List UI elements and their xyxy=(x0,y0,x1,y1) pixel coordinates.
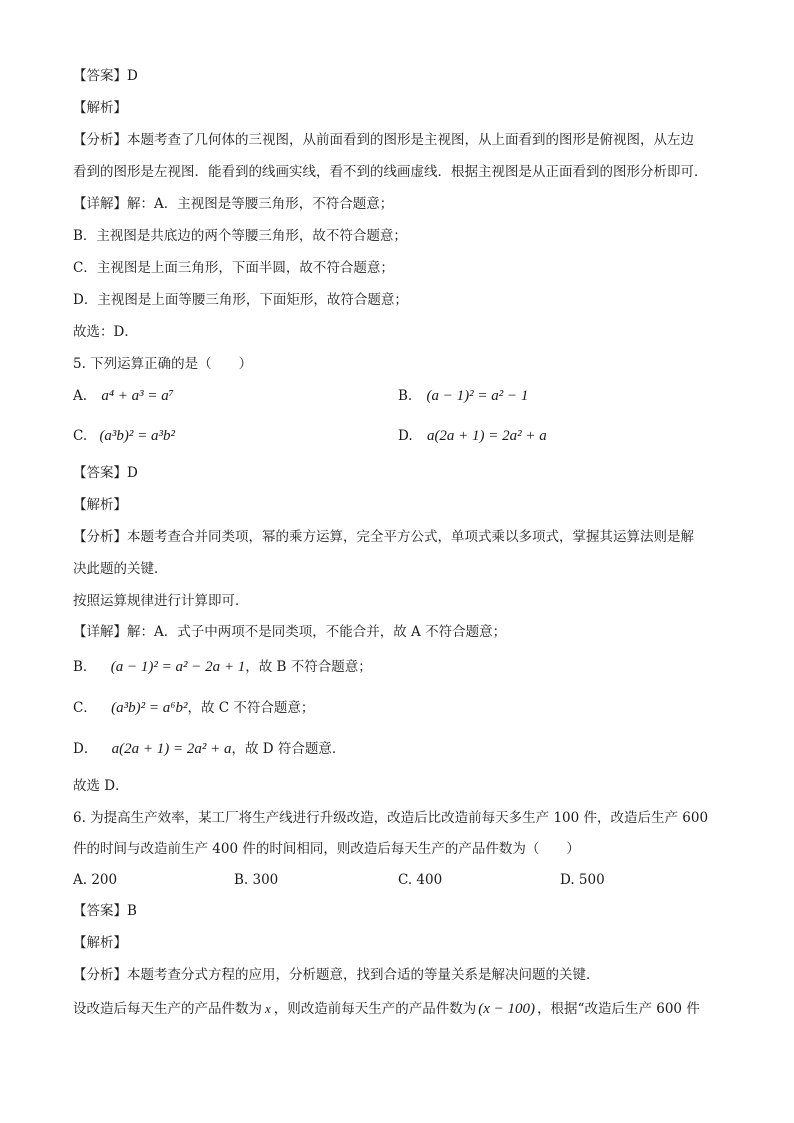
q5-option-b xyxy=(398,386,528,406)
q4-answer: 【答案】D xyxy=(73,68,138,84)
q5-detail-c xyxy=(73,698,314,718)
q5-detail-d-label: D． xyxy=(73,741,98,757)
q6-option-a: A. 200 xyxy=(73,872,118,888)
q6-stem-line1: 6. 为提高生产效率，某工厂将生产线进行升级改造，改造后比改造前每天多生产 100 件，改造后生产 600 xyxy=(73,810,709,826)
q5-detail-b-tail: ，故 B 不符合题意； xyxy=(245,659,372,675)
q5-analysis-line3: 按照运算规律进行计算即可． xyxy=(73,593,249,609)
q5-jiexi-heading: 【解析】 xyxy=(73,497,127,513)
q4-jiexi-heading: 【解析】 xyxy=(73,100,127,116)
q5-option-d-label: D. xyxy=(398,428,413,444)
q5-detail-d xyxy=(73,739,345,759)
q5-detail-b xyxy=(73,657,372,677)
q6-answer: 【答案】B xyxy=(73,903,137,919)
q5-detail-c-tail: ，故 C 不符合题意； xyxy=(187,700,315,716)
q5-option-d-expr: a(2a + 1) = 2a² + a xyxy=(426,428,547,444)
q5-stem: 5. 下列运算正确的是（ ） xyxy=(73,356,253,372)
q6-setup-part3: ，根据“改造后生产 600 件 xyxy=(537,1001,700,1017)
q5-option-b-expr: (a − 1)² = a² − 1 xyxy=(426,388,529,404)
q4-detail-b: B．主视图是共底边的两个等腰三角形，故不符合题意； xyxy=(73,228,407,244)
q6-analysis: 【分析】本题考查分式方程的应用，分析题意，找到合适的等量关系是解决问题的关键． xyxy=(73,967,600,983)
q6-setup xyxy=(73,999,700,1019)
q4-detail-a: 【详解】解：A．主视图是等腰三角形，不符合题意； xyxy=(73,196,394,212)
q6-setup-expr: (x − 100) xyxy=(478,1001,536,1017)
q6-jiexi-heading: 【解析】 xyxy=(73,935,127,951)
q5-option-a xyxy=(73,386,174,406)
q4-detail-c: C．主视图是上面三角形，下面半圆，故不符合题意； xyxy=(73,260,394,276)
q5-answer: 【答案】D xyxy=(73,465,138,481)
q4-detail-d: D．主视图是上面等腰三角形，下面矩形，故符合题意； xyxy=(73,292,408,308)
q5-detail-b-expr: (a − 1)² = a² − 2a + 1 xyxy=(110,659,246,675)
q6-option-c: C. 400 xyxy=(398,872,443,888)
q4-analysis-line2: 看到的图形是左视图．能看到的线画实线，看不到的线画虚线．根据主视图是从正面看到的图形分析即可． xyxy=(73,164,708,180)
q5-detail-c-expr: (a³b)² = a⁶b² xyxy=(111,700,188,716)
q6-stem-line2: 件的时间与改造前生产 400 件的时间相同，则改造后每天生产的产品件数为（ ） xyxy=(73,841,580,857)
q6-setup-part1: 设改造后每天生产的产品件数为 xyxy=(73,1001,262,1017)
q5-option-a-label: A. xyxy=(73,388,88,404)
q4-analysis-line1: 【分析】本题考查了几何体的三视图，从前面看到的图形是主视图，从上面看到的图形是俯视图，从左边 xyxy=(73,132,694,148)
q5-detail-a: 【详解】解：A．式子中两项不是同类项，不能合并，故 A 不符合题意； xyxy=(73,624,507,640)
q5-option-b-label: B. xyxy=(398,388,413,404)
q5-option-c-expr: (a³b)² = a³b² xyxy=(99,428,176,444)
q6-setup-part2: ，则改造前每天生产的产品件数为 xyxy=(273,1001,477,1017)
q5-detail-c-label: C． xyxy=(73,700,97,716)
q5-detail-d-tail: ，故 D 符合题意． xyxy=(231,741,346,757)
q5-option-a-expr: a⁴ + a³ = a⁷ xyxy=(101,388,175,404)
q6-option-b: B. 300 xyxy=(234,872,279,888)
q4-choose: 故选：D． xyxy=(73,324,138,340)
q5-analysis-line1: 【分析】本题考查合并同类项，幂的乘方运算，完全平方公式，单项式乘以多项式，掌握其运算法则是解 xyxy=(73,529,694,545)
q5-option-c xyxy=(73,426,175,446)
q5-detail-d-expr: a(2a + 1) = 2a² + a xyxy=(111,741,232,757)
q5-choose: 故选 D． xyxy=(73,778,129,794)
q5-option-c-label: C. xyxy=(73,428,88,444)
q5-analysis-line2: 决此题的关键． xyxy=(73,561,168,577)
q6-setup-var: x xyxy=(265,1001,271,1016)
q5-detail-b-label: B． xyxy=(73,659,97,675)
q6-option-d: D. 500 xyxy=(560,872,605,888)
q5-option-d xyxy=(398,426,547,446)
